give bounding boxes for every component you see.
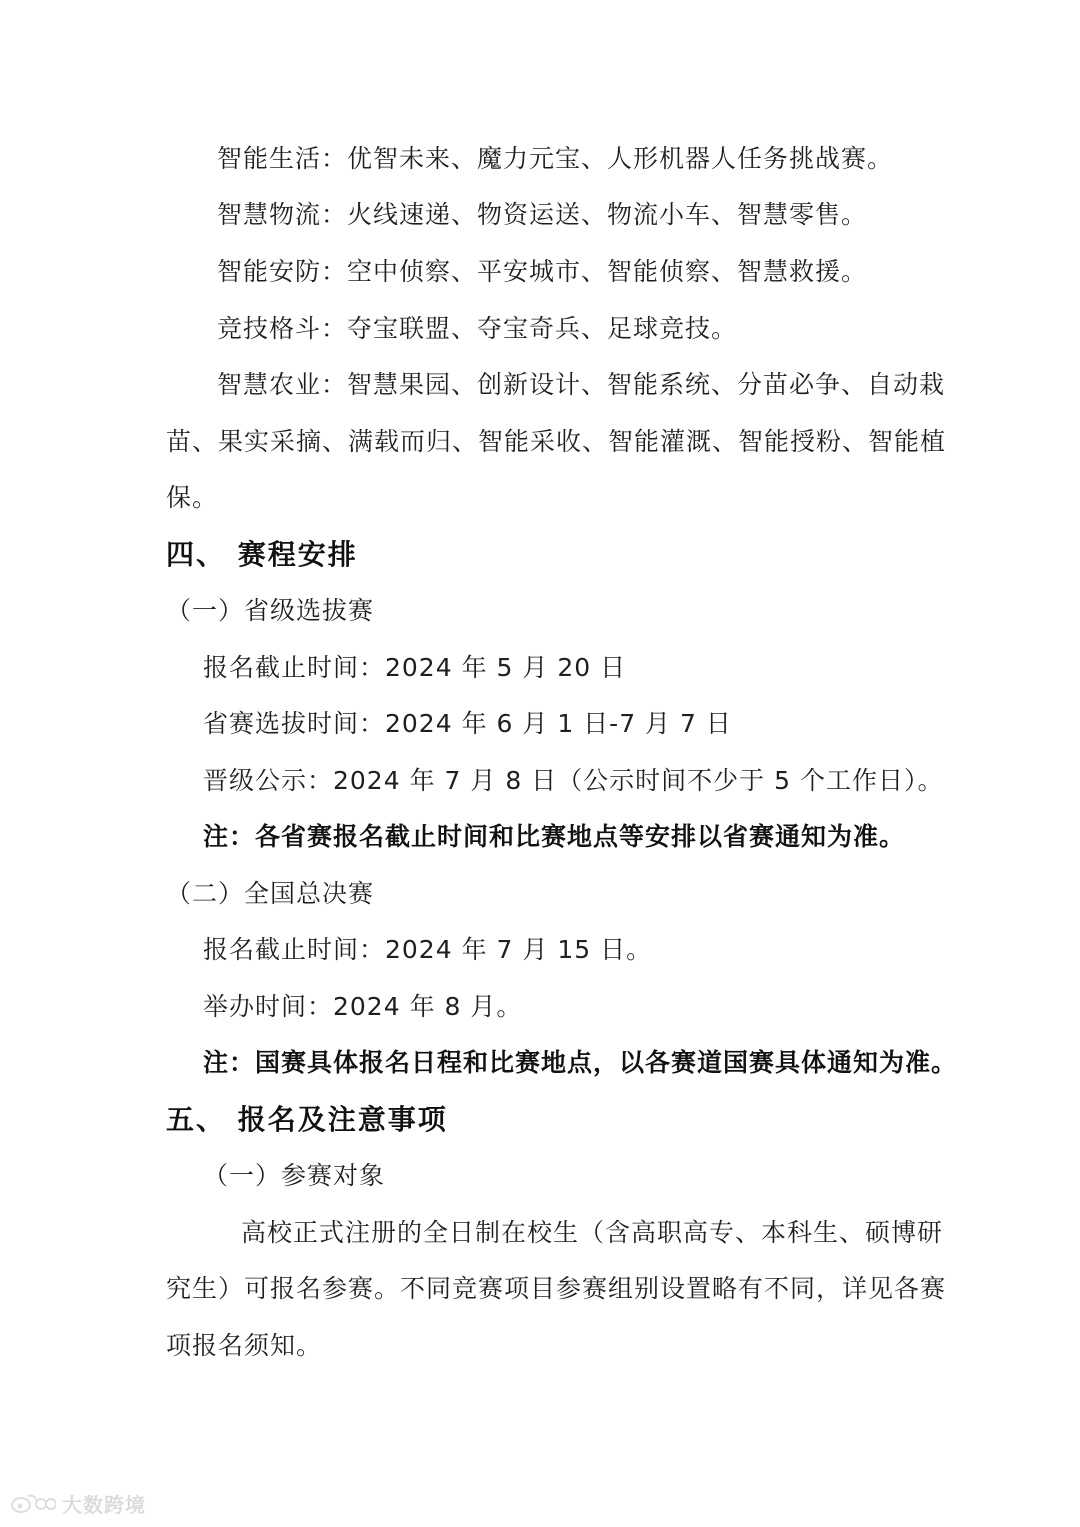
agriculture-line-2: 苗、果实采摘、满载而归、智能采收、智能灌溉、智能授粉、智能植 [166,427,947,456]
category-smart-security [217,256,867,288]
category-items: 火线速递、物资运送、物流小车、智慧零售。 [347,200,868,229]
provincial-title: （一）省级选拔赛 [166,596,375,625]
agriculture-line-1: 智慧农业：智慧果园、创新设计、智能系统、分苗必争、自动栽 [217,370,946,399]
category-items: 空中侦察、平安城市、智能侦察、智慧救援。 [347,257,868,286]
agriculture-line-3: 保。 [166,483,219,512]
category-items: 优智未来、魔力元宝、人形机器人任务挑战赛。 [347,144,894,173]
participants-title: （一）参赛对象 [203,1161,386,1190]
national-registration-deadline: 报名截止时间：2024 年 7 月 15 日。 [203,935,653,964]
promotion-announcement: 晋级公示：2024 年 7 月 8 日（公示时间不少于 5 个工作日）。 [203,766,944,795]
provincial-registration-deadline: 报名截止时间：2024 年 5 月 20 日 [203,653,627,682]
weibo-logo-icon [10,1492,56,1514]
national-held-time: 举办时间：2024 年 8 月。 [203,992,523,1021]
watermark-text: 大数跨境 [62,1492,146,1517]
participants-line-3: 项报名须知。 [166,1331,323,1360]
category-combat [217,313,737,345]
watermark [10,1490,146,1516]
category-label: 智慧物流： [217,200,348,229]
section-4-heading: 四、 赛程安排 [166,538,358,571]
category-items: 夺宝联盟、夺宝奇兵、足球竞技。 [347,314,738,343]
provincial-note: 注：各省赛报名截止时间和比赛地点等安排以省赛通知为准。 [203,822,906,851]
national-note: 注：国赛具体报名日程和比赛地点，以各赛道国赛具体通知为准。 [203,1048,958,1077]
category-label: 竞技格斗： [217,314,348,343]
category-smart-logistics [217,199,867,231]
category-label: 智能安防： [217,257,348,286]
category-smart-life [217,143,893,175]
section-5-heading: 五、 报名及注意事项 [166,1103,448,1136]
participants-line-1: 高校正式注册的全日制在校生（含高职高专、本科生、硕博研 [241,1218,944,1247]
participants-line-2: 究生）可报名参赛。不同竞赛项目参赛组别设置略有不同，详见各赛 [166,1274,947,1303]
provincial-selection-period: 省赛选拔时间：2024 年 6 月 1 日-7 月 7 日 [203,709,732,738]
category-label: 智能生活： [217,144,348,173]
national-title: （二）全国总决赛 [166,879,375,908]
